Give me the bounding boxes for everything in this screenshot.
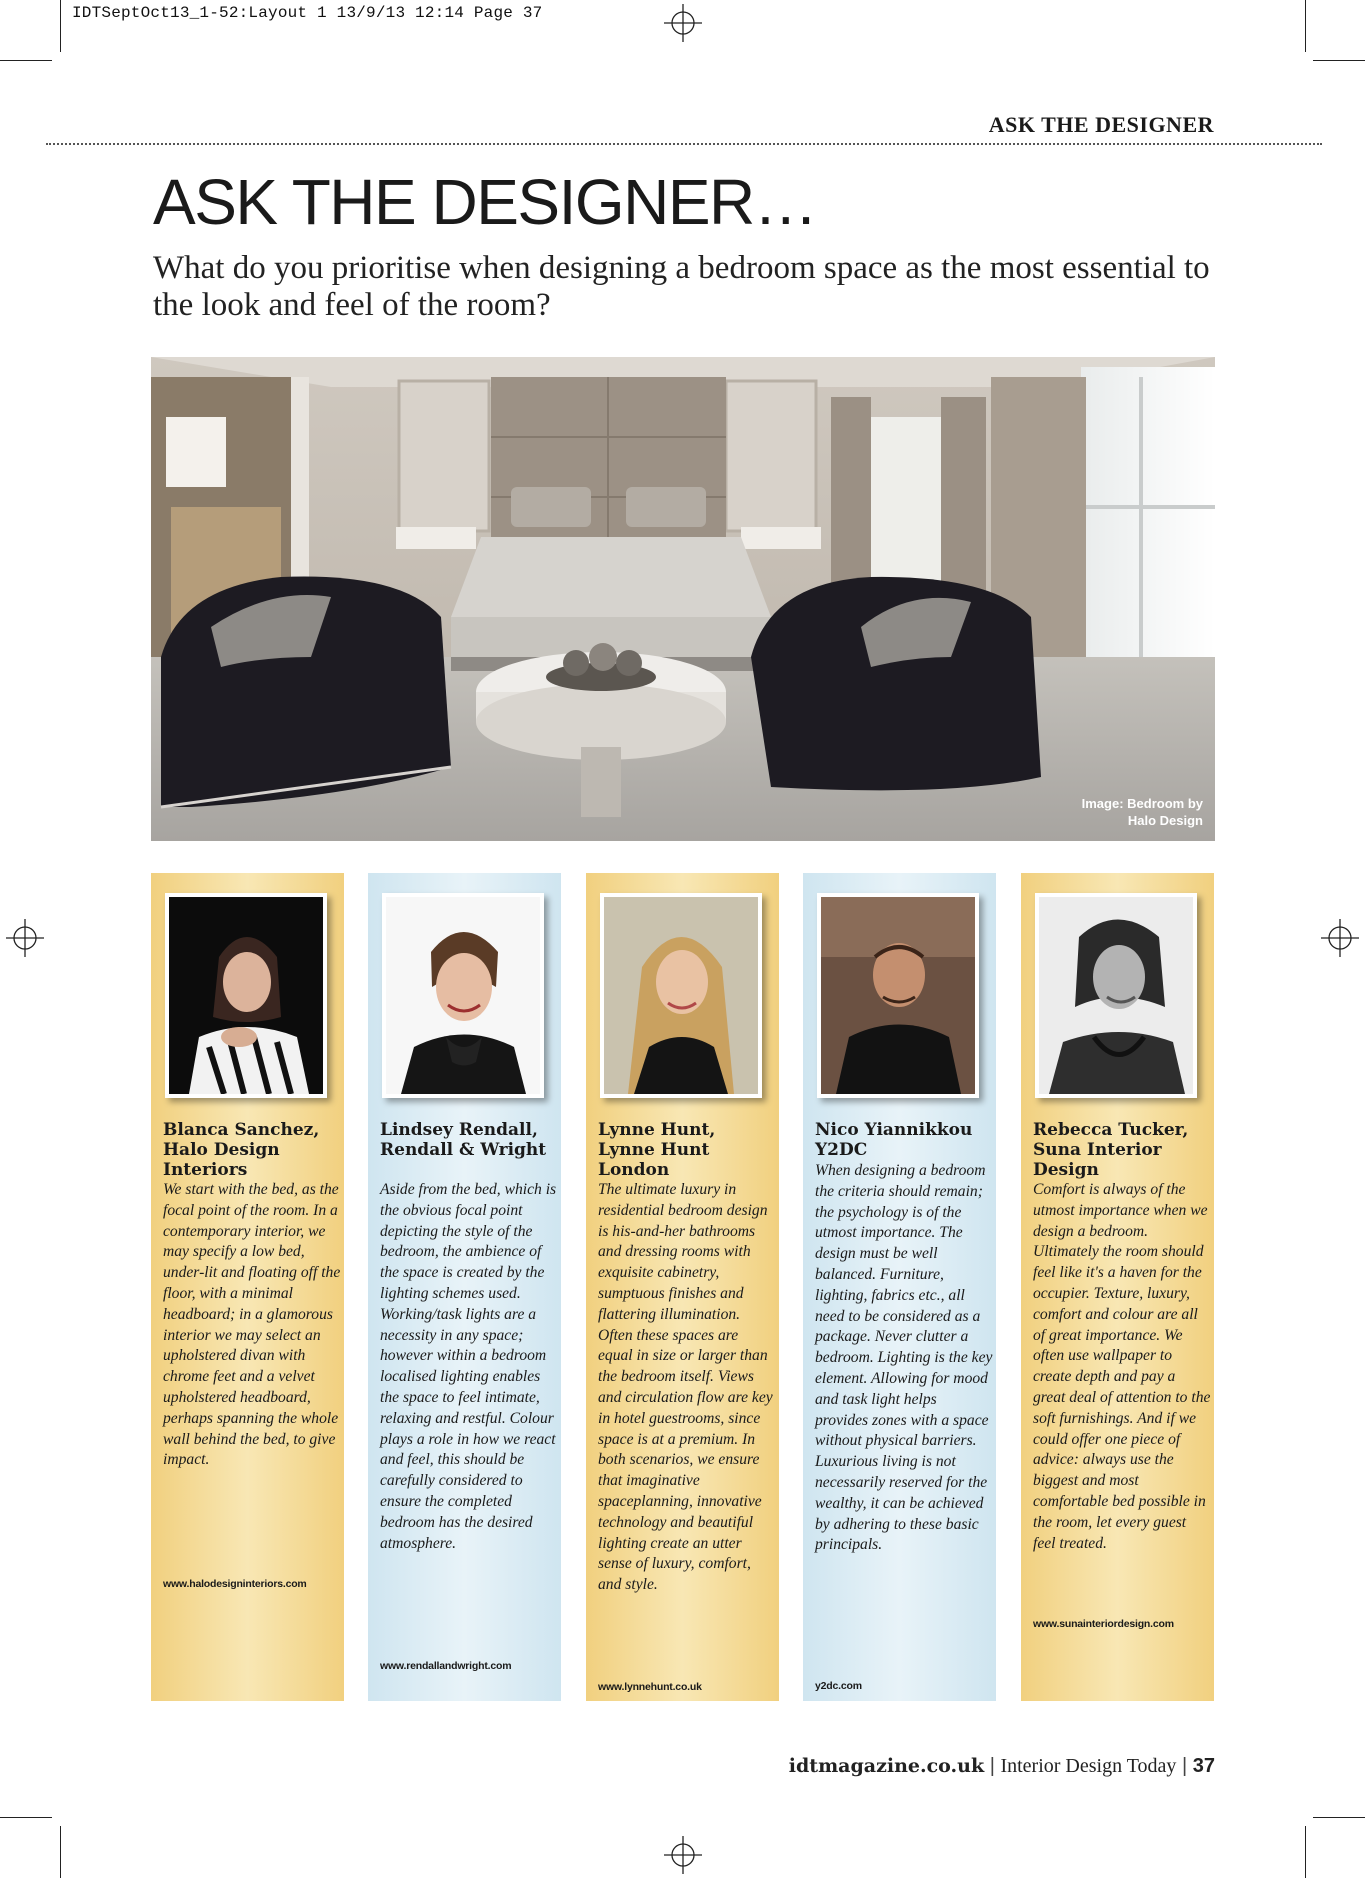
designer-website-link[interactable]: www.halodesigninteriors.com [163,1578,307,1590]
designer-name: Rebecca Tucker, Suna Interior Design [1033,1120,1189,1180]
hero-image-caption [1043,795,1203,829]
designer-name: Blanca Sanchez, Halo Design Interiors [163,1120,320,1180]
question-subtitle: What do you prioritise when designing a bedroom space as the most essential to the look and feel of the room? [153,250,1210,323]
designer-card-lynne-hunt [586,873,779,1701]
designer-website-link[interactable]: y2dc.com [815,1680,862,1692]
designer-card-blanca-sanchez [151,873,344,1701]
portrait-nico-yiannikkou [817,893,979,1098]
crop-mark-top-right [1305,0,1306,52]
crop-mark-top-left-h [0,60,52,61]
crop-mark-top-left [60,0,61,52]
registration-mark-bottom [664,1836,702,1874]
designer-card-rebecca-tucker [1021,873,1214,1701]
designer-quote: We start with the bed, as the focal point of the room. In a contemporary interior, we may specify a low bed, under-lit and floating off the floor, with a minimal headboard; in a glamorous interior we may select an upholstered divan with chrome feet and a velvet upholstered headboard, perhaps spanning the whole wall behind the bed, to give impact. [163,1181,341,1469]
crop-mark-bottom-right [1305,1826,1306,1878]
footer-separator: | [989,1755,995,1777]
designer-card-nico-yiannikkou [803,873,996,1701]
footer-magazine-name: Interior Design Today [1000,1755,1177,1777]
registration-mark-left [6,919,44,957]
crop-mark-bottom-right-h [1313,1817,1365,1818]
portrait-rebecca-tucker [1035,893,1197,1098]
caption-line-2: Halo Design [1127,813,1203,828]
designer-website-link[interactable]: www.sunainteriordesign.com [1033,1618,1174,1630]
designer-card-lindsey-rendall [368,873,561,1701]
designer-quote: Aside from the bed, which is the obvious focal point depicting the style of the bedroom, the ambience of the space is created by the lighting schemes used. Working/task lights are a necessity in any space; however within a bedroom localised lighting enables the space to feel intimate, relaxing and restful. Colour plays a role in how we react and feel, this should be carefully considered to ensure the completed bedroom has the desired atmosphere. [380,1181,557,1552]
crop-mark-top-right-h [1313,60,1365,61]
registration-mark-right [1321,919,1359,957]
designer-name: Lynne Hunt, Lynne Hunt London [598,1120,716,1180]
page-number: 37 [1192,1755,1215,1777]
designer-quote: When designing a bedroom the criteria should remain; the psychology is of the utmost importance. The design must be well balanced. Furniture, lighting, fabrics etc., all need to be considered as a package. Never clutter a bedroom. Lighting is the key element. Allowing for mood and task light helps provides zones with a space without physical barriers. Luxurious living is not necessarily reserved for the wealthy, it can be achieved by adhering to these basic principals. [815,1162,993,1554]
caption-line-1: Image: Bedroom by [1081,796,1203,811]
designer-website-link[interactable]: www.rendallandwright.com [380,1660,512,1672]
crop-mark-bottom-left [60,1826,61,1878]
header-dotted-rule [46,143,1322,145]
portrait-lynne-hunt [600,893,762,1098]
registration-mark-top [664,4,702,42]
page-title: ASK THE DESIGNER… [153,166,817,238]
portrait-lindsey-rendall [382,893,544,1098]
designer-website-link[interactable]: www.lynnehunt.co.uk [598,1681,702,1693]
designer-name: Lindsey Rendall, Rendall & Wright [380,1120,547,1160]
crop-mark-bottom-left-h [0,1817,52,1818]
footer-site-link[interactable]: idtmagazine.co.uk [788,1755,985,1777]
designer-quote: Comfort is always of the utmost importance when we design a bedroom. Ultimately the room should feel like it's a haven for the occupier. Texture, luxury, comfort and colour are all of great importance. We often use wallpaper to create depth and pay a great deal of attention to the soft furnishings. And if we could offer one piece of advice: always use the biggest and most comfortable bed possible in the room, let every guest feel treated. [1033,1181,1211,1552]
designer-quote: The ultimate luxury in residential bedroom design is his-and-her bathrooms and dressing rooms with exquisite cabinetry, sumptuous finishes and flattering illumination. Often these spaces are equal in size or larger than the bedroom itself. Views and circulation flow are key in hotel guestrooms, since space is at a premium. In both scenarios, we ensure that imaginative spaceplanning, innovative technology and beautiful lighting create an utter sense of luxury, comfort, and style. [598,1181,773,1594]
designer-name: Nico Yiannikkou Y2DC [815,1120,973,1160]
section-label: ASK THE DESIGNER [988,112,1214,137]
print-slug: IDTSeptOct13_1-52:Layout 1 13/9/13 12:14 Page 37 [72,4,543,22]
hero-bedroom-image [151,357,1215,841]
footer-separator: | [1181,1755,1188,1777]
page-footer [789,1755,1215,1778]
portrait-blanca-sanchez [165,893,327,1098]
